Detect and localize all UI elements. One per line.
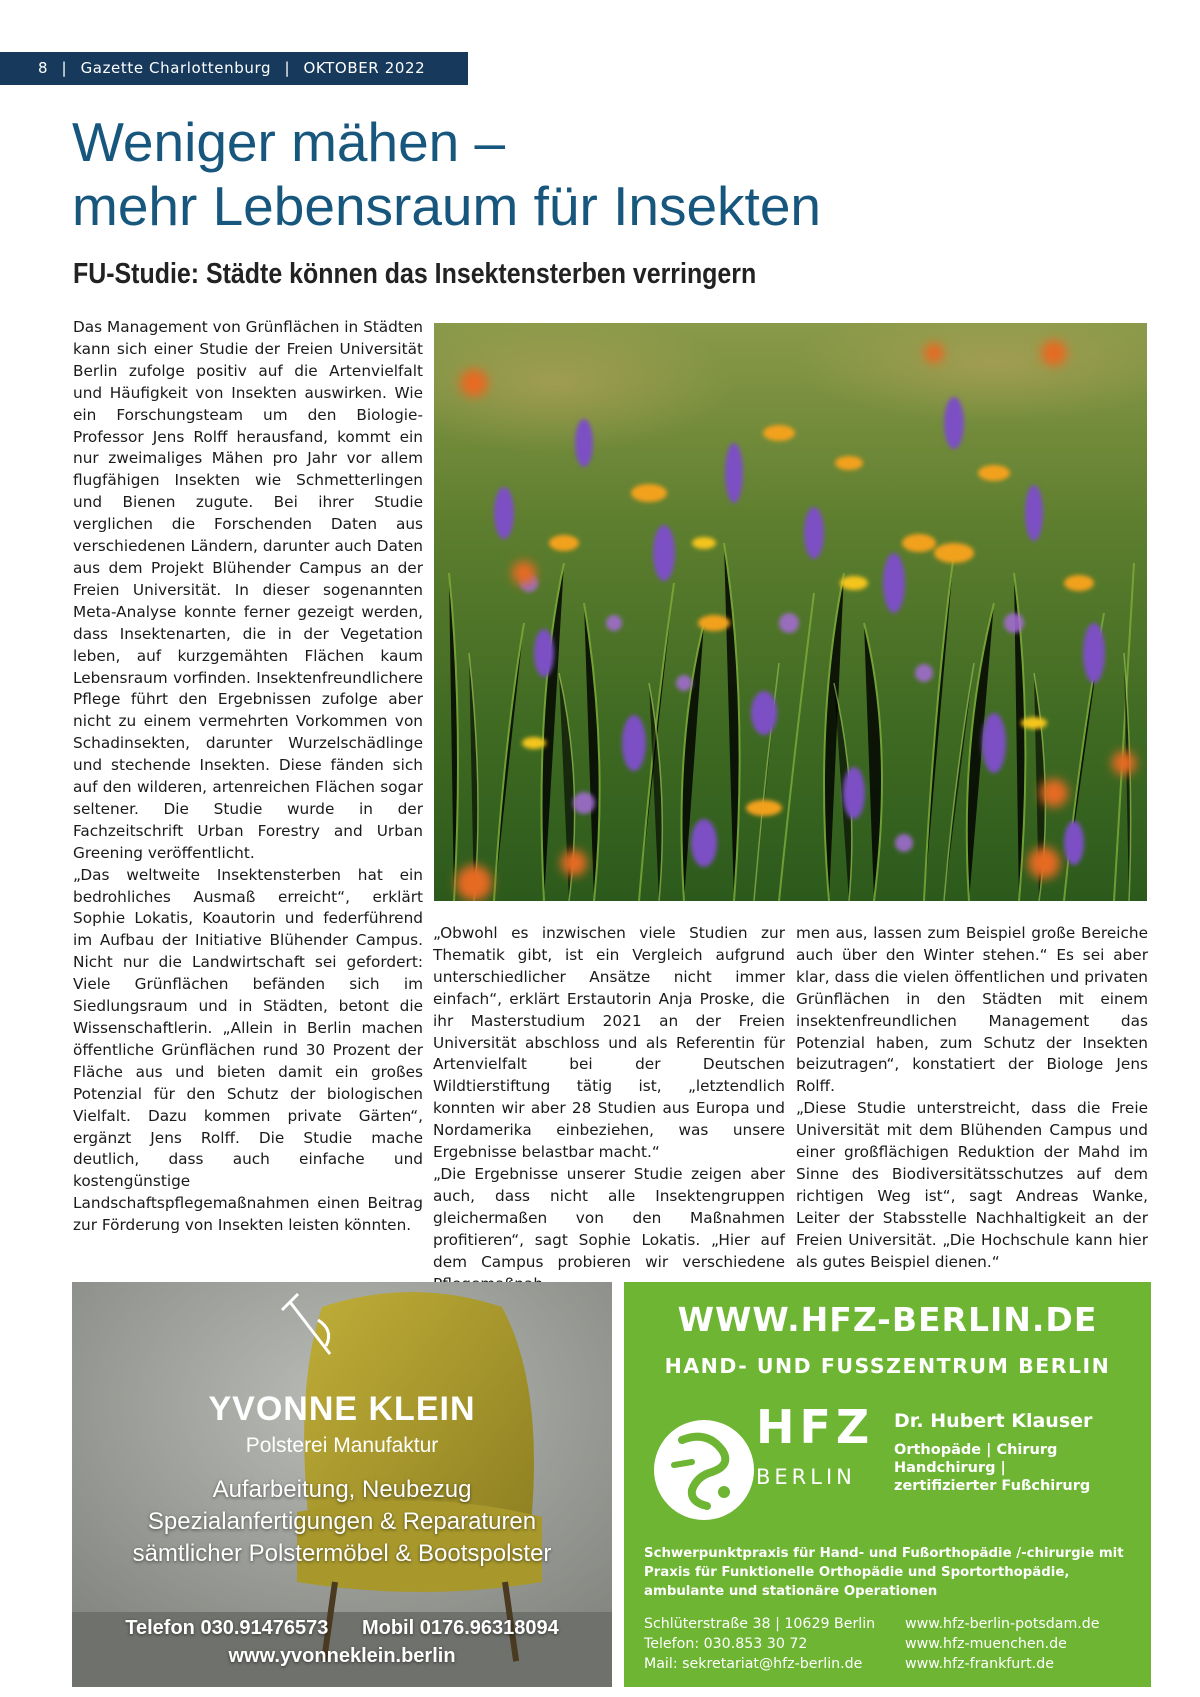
phone-number[interactable]: Telefon 030.91476573 [125, 1617, 329, 1639]
hfz-contact [644, 1614, 899, 1674]
hand-foot-logo-icon [652, 1410, 757, 1530]
contact-block [72, 1614, 612, 1670]
meadow-photo [434, 323, 1147, 901]
services-list [72, 1474, 612, 1570]
service-line: sämtlicher Polstermöbel & Bootspolster [132, 1540, 552, 1567]
site-link[interactable]: www.hfz-berlin-potsdam.de [905, 1616, 1100, 1632]
paragraph: men aus, lassen zum Beispiel große Bereiche auch über den Winter stehen.“ Es sei aber klar, dass die vielen öffentlichen und privaten Grünflächen in den Städten mit einem insektenfreundlichen Management das Potenzial haben, zum Schutz der Insekten beizutragen“, konstatiert der Biologe Jens Rolff. [796, 924, 1148, 1096]
page-header-bar [0, 52, 468, 85]
service-line: Aufarbeitung, Neubezug [212, 1476, 472, 1503]
paragraph: „Das weltweite Insektensterben hat ein bedrohliches Ausmaß erreicht“, erklärt Sophie Lokatis, Koautorin und federführend im Aufbau der Initiative Blühender Campus. Nicht nur die Landwirtschaft sei gefordert: Viele Grünflächen befänden sich im Siedlungsraum und in Städten, betont die Wissenschaftlerin. „Allein in Berlin machen öffentliche Grünflächen rund 30 Prozent der Fläche aus und bieten damit ein großes Potenzial für den Schutz der biologischen Vielfalt. Dazu kommen private Gärten“, ergänzt Jens Rolff. Die Studie mache deutlich, dass auch einfache und kostengünstige Landschaftspflegemaßnahmen einen Beitrag zur Förderung von Insekten leisten könnten. [73, 865, 423, 1235]
specialty-line: zertifizierter Fußchirurg [894, 1478, 1091, 1494]
doctor-name: Dr. Hubert Klauser [894, 1410, 1093, 1432]
hfz-logo-text: HFZ [756, 1400, 875, 1454]
hfz-mail[interactable]: Mail: sekretariat@hfz-berlin.de [644, 1656, 863, 1672]
article-column-2 [433, 923, 785, 1295]
mobile-number[interactable]: Mobil 0176.96318094 [361, 1617, 559, 1639]
specialty-line: Orthopäde | Chirurg [894, 1442, 1058, 1458]
article-column-3 [796, 923, 1148, 1274]
publication-name: Gazette Charlottenburg [80, 59, 272, 77]
header-separator: | [61, 59, 68, 77]
paragraph: „Die Ergebnisse unserer Studie zeigen aber auch, dass nicht alle Insektengruppen gleichermaßen von den Maßnahmen profitieren“, sagt Sophie Lokatis. „Hier auf dem Campus probieren wir verschiedene [433, 1164, 785, 1271]
hfz-phone[interactable]: Telefon: 030.853 30 72 [644, 1636, 808, 1652]
doctor-specialties [894, 1441, 1134, 1495]
hfz-url[interactable]: WWW.HFZ-BERLIN.DE [677, 1300, 1098, 1339]
hfz-logo-city: BERLIN [756, 1465, 856, 1489]
specialty-line: Handchirurg | [894, 1460, 1006, 1476]
paragraph: Das Management von Grünflächen in Städten kann sich einer Studie der Freien Universität Berlin zufolge positiv auf die Artenvielfalt und Häufigkeit von Insekten auswirken. Wie ein Forschungsteam um den Biologie-Professor Jens Rolff herausfand, kommt ein nur zweimaliges Mähen pro Jahr vor allem flugfähigen Insekten wie Schmetterlingen und Bienen zugute. Bei ihrer Studie verglichen die Forschenden Daten aus verschiedenen Ländern, darunter auch Daten aus dem Projekt Blühender Campus an der Freien Universität. In dieser sogenannten Meta-Analyse konnte ferner gezeigt werden, dass Insektenarten, die in der Vegetation leben, auf kurzgemähten Flächen kaum Lebensraum vorfinden. Insektenfreundlichere Pflege führt den Ergebnissen zufolge aber nicht zu einem vermehrten Vorkommen von Schadinsekten, darunter Wurzelschädlinge und stechende Insekten. Diese fänden sich auf den wilderen, artenreichen Flächen sogar seltener. Die Studie wurde in der Fachzeitschrift Urban Forestry and Urban Greening veröffentlicht. [73, 318, 423, 862]
hfz-other-sites [905, 1614, 1145, 1674]
practice-description: Schwerpunktpraxis für Hand- und Fußorthopädie /-chirurgie mit Praxis für Funktionelle Orthopädie und Sportorthopädie, ambulante und stationäre Operationen [644, 1546, 1124, 1599]
paragraph: „Diese Studie unterstreicht, dass die Freie Universität mit dem Blühenden Campus und einer großflächigen Reduktion der Mahd im Sinne des Biodiversitätsschutzes auf dem richtigen Weg ist“, sagt Andreas Wanke, Leiter der Stabsstelle Nachhaltigkeit an der Freien Universität. „Die Hochschule kann hier als gutes Beispiel dienen.“ [796, 1099, 1148, 1271]
brand-name: YVONNE KLEIN [208, 1390, 476, 1428]
article-headline [72, 110, 1152, 238]
site-link[interactable]: www.hfz-frankfurt.de [905, 1656, 1054, 1672]
hfz-center-name: HAND- UND FUSSZENTRUM BERLIN [664, 1354, 1111, 1378]
polsterei-ad [72, 1282, 612, 1687]
site-link[interactable]: www.hfz-muenchen.de [905, 1636, 1067, 1652]
paragraph: „Obwohl es inzwischen viele Studien zur Thematik gibt, ist ein Vergleich aufgrund unterschiedlicher Ansätze nicht immer einfach“, erklärt Erstautorin Anja Proske, die ihr Masterstudium 2021 an der Freien Universität abschloss und als Referentin für Artenvielfalt bei der Deutschen Wildtierstiftung tätig ist, „letztendlich konnten wir aber 28 Studien aus Europa und Nordamerika einbeziehen, was unsere Ergebnisse belastbar macht.“ [433, 924, 785, 1162]
flower-meadow-image [434, 323, 1147, 901]
header-separator-2: | [284, 59, 291, 77]
headline-line-2: mehr Lebensraum für Insekten [72, 175, 821, 237]
website-link[interactable]: www.yvonneklein.berlin [228, 1645, 456, 1667]
article-column-1 [73, 317, 423, 1237]
article-subheadline: FU-Studie: Städte können das Insektensterben verringern [73, 258, 757, 290]
brand-subtitle: Polsterei Manufaktur [245, 1434, 439, 1457]
hfz-address: Schlüterstraße 38 | 10629 Berlin [644, 1616, 876, 1632]
issue-date: OKTOBER 2022 [303, 59, 426, 77]
service-line: Spezialanfertigungen & Reparaturen [147, 1508, 537, 1535]
hfz-ad [624, 1282, 1151, 1687]
page-number: 8 [38, 59, 49, 77]
headline-line-1: Weniger mähen – [72, 111, 506, 173]
